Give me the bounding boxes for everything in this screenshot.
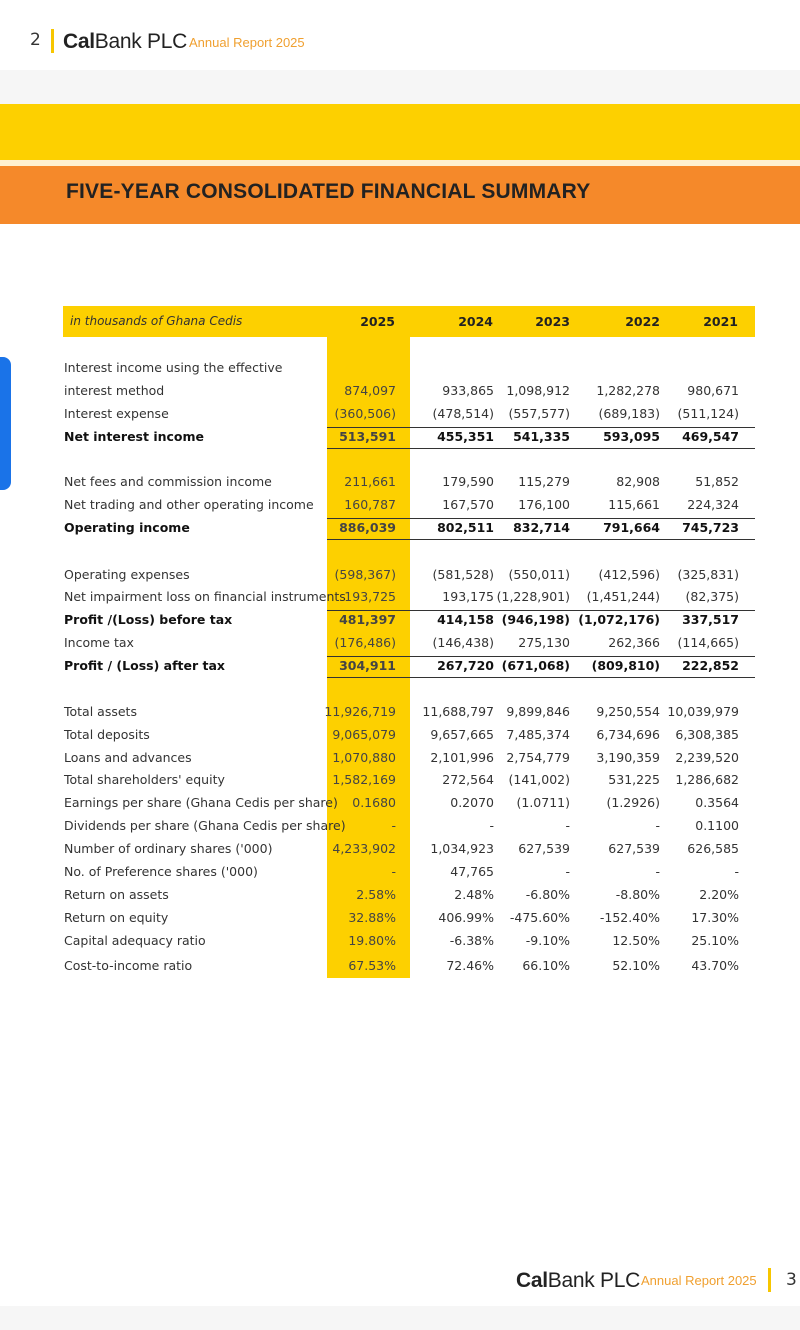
- report-subtitle-footer: Annual Report 2025: [641, 1273, 757, 1288]
- table-cell-2021: 745,723: [682, 520, 739, 535]
- table-cell-2024: 11,688,797: [422, 704, 494, 719]
- table-cell-2024: 272,564: [442, 772, 494, 787]
- row-label: Total assets: [64, 704, 137, 719]
- table-cell-2021: 0.1100: [695, 818, 739, 833]
- table-cell-2021: 1,286,682: [675, 772, 739, 787]
- yellow-banner: [0, 104, 800, 160]
- row-label: No. of Preference shares ('000): [64, 864, 258, 879]
- table-cell-2025: 193,725: [344, 589, 396, 604]
- table-cell-2023: 832,714: [513, 520, 570, 535]
- table-cell-2022: -152.40%: [599, 910, 660, 925]
- table-cell-2024: (478,514): [432, 406, 494, 421]
- row-label: Total deposits: [64, 727, 150, 742]
- table-cell-2025: 886,039: [339, 520, 396, 535]
- table-rule: [327, 518, 755, 519]
- table-cell-2022: 52.10%: [612, 958, 660, 973]
- table-cell-2021: (511,124): [677, 406, 739, 421]
- row-label: Operating expenses: [64, 567, 190, 582]
- table-cell-2025: 2.58%: [356, 887, 396, 902]
- table-cell-2023: -: [565, 864, 570, 879]
- table-cell-2025: 513,591: [339, 429, 396, 444]
- year-header-2023: 2023: [535, 314, 570, 329]
- table-cell-2024: 1,034,923: [430, 841, 494, 856]
- report-subtitle-header: Annual Report 2025: [189, 35, 305, 50]
- table-cell-2024: 406.99%: [438, 910, 494, 925]
- table-cell-2025: 1,070,880: [332, 750, 396, 765]
- table-cell-2023: (141,002): [508, 772, 570, 787]
- brand-prefix: Cal: [63, 30, 95, 53]
- row-label: Interest income using the effective: [64, 360, 283, 375]
- table-cell-2022: (689,183): [598, 406, 660, 421]
- row-label: Return on equity: [64, 910, 169, 925]
- table-cell-2024: 167,570: [442, 497, 494, 512]
- row-label: Cost-to-income ratio: [64, 958, 193, 973]
- table-cell-2023: 275,130: [518, 635, 570, 650]
- table-cell-2022: (809,810): [591, 658, 660, 673]
- table-cell-2022: 1,282,278: [596, 383, 660, 398]
- brand-main: Bank PLC: [94, 30, 187, 53]
- row-label: Income tax: [64, 635, 134, 650]
- table-cell-2024: 179,590: [442, 474, 494, 489]
- table-cell-2021: 2,239,520: [675, 750, 739, 765]
- page-title: FIVE-YEAR CONSOLIDATED FINANCIAL SUMMARY: [66, 180, 591, 203]
- table-cell-2022: 627,539: [608, 841, 660, 856]
- table-cell-2025: (176,486): [334, 635, 396, 650]
- table-cell-2021: 222,852: [682, 658, 739, 673]
- table-cell-2022: 12.50%: [612, 933, 660, 948]
- table-cell-2021: 51,852: [695, 474, 739, 489]
- table-cell-2021: 337,517: [682, 612, 739, 627]
- table-cell-2024: -: [489, 818, 494, 833]
- table-cell-2025: 481,397: [339, 612, 396, 627]
- row-label: Dividends per share (Ghana Cedis per share): [64, 818, 346, 833]
- table-cell-2024: (146,438): [432, 635, 494, 650]
- table-cell-2022: -8.80%: [615, 887, 660, 902]
- table-rule: [327, 677, 755, 678]
- table-cell-2024: 455,351: [437, 429, 494, 444]
- brand-logo-footer: [516, 1269, 640, 1293]
- table-cell-2024: 2.48%: [454, 887, 494, 902]
- table-cell-2025: 160,787: [344, 497, 396, 512]
- table-cell-2024: 2,101,996: [430, 750, 494, 765]
- table-cell-2025: -: [391, 864, 396, 879]
- table-rule: [327, 427, 755, 428]
- table-cell-2023: 1,098,912: [506, 383, 570, 398]
- row-label: Net impairment loss on financial instruments: [64, 589, 346, 604]
- year-header-2025: 2025: [360, 314, 395, 329]
- table-cell-2023: (946,198): [501, 612, 570, 627]
- table-cell-2021: (325,831): [677, 567, 739, 582]
- table-cell-2023: 115,279: [518, 474, 570, 489]
- table-cell-2024: 802,511: [437, 520, 494, 535]
- table-cell-2021: 980,671: [687, 383, 739, 398]
- table-rule: [327, 656, 755, 657]
- table-cell-2023: 2,754,779: [506, 750, 570, 765]
- row-label: Loans and advances: [64, 750, 192, 765]
- table-cell-2023: 176,100: [518, 497, 570, 512]
- row-label: Interest expense: [64, 406, 169, 421]
- row-label: Number of ordinary shares ('000): [64, 841, 273, 856]
- table-rule: [327, 448, 755, 449]
- table-cell-2023: (1,228,901): [496, 589, 570, 604]
- table-cell-2025: 19.80%: [348, 933, 396, 948]
- table-cell-2022: -: [655, 864, 660, 879]
- table-cell-2025: 304,911: [339, 658, 396, 673]
- table-cell-2025: 67.53%: [348, 958, 396, 973]
- table-cell-2022: 531,225: [608, 772, 660, 787]
- unit-label: in thousands of Ghana Cedis: [70, 314, 243, 328]
- table-cell-2025: (598,367): [334, 567, 396, 582]
- table-cell-2021: 224,324: [687, 497, 739, 512]
- row-label: Net fees and commission income: [64, 474, 272, 489]
- table-rule: [327, 610, 755, 611]
- year-header-2024: 2024: [458, 314, 493, 329]
- table-cell-2022: 115,661: [608, 497, 660, 512]
- year-header-2021: 2021: [703, 314, 738, 329]
- page-number-right: 3: [786, 1270, 797, 1290]
- table-cell-2022: 9,250,554: [596, 704, 660, 719]
- table-cell-2024: 47,765: [450, 864, 494, 879]
- table-cell-2022: -: [655, 818, 660, 833]
- table-cell-2022: 82,908: [616, 474, 660, 489]
- table-cell-2023: -9.10%: [525, 933, 570, 948]
- header-divider-strip: [0, 70, 800, 104]
- table-cell-2022: 6,734,696: [596, 727, 660, 742]
- table-cell-2025: 0.1680: [352, 795, 396, 810]
- table-cell-2023: (550,011): [508, 567, 570, 582]
- brand-logo-header: [63, 30, 187, 54]
- table-cell-2023: (671,068): [501, 658, 570, 673]
- table-cell-2025: (360,506): [334, 406, 396, 421]
- table-cell-2023: -6.80%: [525, 887, 570, 902]
- row-label: Profit /(Loss) before tax: [64, 612, 233, 627]
- table-cell-2021: 626,585: [687, 841, 739, 856]
- table-cell-2024: 414,158: [437, 612, 494, 627]
- table-cell-2022: 3,190,359: [596, 750, 660, 765]
- table-cell-2021: (114,665): [677, 635, 739, 650]
- table-cell-2021: 43.70%: [691, 958, 739, 973]
- brand-separator: [51, 29, 54, 53]
- table-cell-2022: 262,366: [608, 635, 660, 650]
- table-cell-2022: (412,596): [598, 567, 660, 582]
- side-scroll-tab[interactable]: [0, 357, 11, 490]
- row-label: Return on assets: [64, 887, 169, 902]
- table-cell-2023: 627,539: [518, 841, 570, 856]
- row-label: Capital adequacy ratio: [64, 933, 206, 948]
- table-cell-2025: 32.88%: [348, 910, 396, 925]
- table-cell-2022: (1,451,244): [586, 589, 660, 604]
- table-cell-2024: (581,528): [432, 567, 494, 582]
- table-cell-2023: 7,485,374: [506, 727, 570, 742]
- row-label: Operating income: [64, 520, 190, 535]
- table-rule: [327, 539, 755, 540]
- table-cell-2021: 469,547: [682, 429, 739, 444]
- table-cell-2021: 2.20%: [699, 887, 739, 902]
- table-cell-2025: 874,097: [344, 383, 396, 398]
- table-cell-2022: (1,072,176): [578, 612, 660, 627]
- table-cell-2021: 10,039,979: [667, 704, 739, 719]
- table-cell-2023: 66.10%: [522, 958, 570, 973]
- row-label: Net interest income: [64, 429, 204, 444]
- table-cell-2024: 0.2070: [450, 795, 494, 810]
- table-cell-2025: 211,661: [344, 474, 396, 489]
- table-cell-2021: 17.30%: [691, 910, 739, 925]
- table-cell-2023: -: [565, 818, 570, 833]
- table-cell-2024: 193,175: [442, 589, 494, 604]
- table-cell-2025: 11,926,719: [324, 704, 396, 719]
- row-label: Total shareholders' equity: [64, 772, 225, 787]
- table-cell-2022: 593,095: [603, 429, 660, 444]
- row-label: Net trading and other operating income: [64, 497, 314, 512]
- table-cell-2025: 1,582,169: [332, 772, 396, 787]
- table-cell-2023: 541,335: [513, 429, 570, 444]
- row-label: Earnings per share (Ghana Cedis per share): [64, 795, 338, 810]
- page-number-left: 2: [30, 30, 41, 50]
- table-cell-2022: 791,664: [603, 520, 660, 535]
- brand-separator: [768, 1268, 771, 1292]
- table-cell-2023: 9,899,846: [506, 704, 570, 719]
- table-cell-2025: 4,233,902: [332, 841, 396, 856]
- table-cell-2021: 0.3564: [695, 795, 739, 810]
- year-header-2022: 2022: [625, 314, 660, 329]
- footer-strip: [0, 1306, 800, 1330]
- brand-main: Bank PLC: [547, 1269, 640, 1292]
- table-cell-2024: 267,720: [437, 658, 494, 673]
- table-cell-2021: 25.10%: [691, 933, 739, 948]
- table-cell-2021: 6,308,385: [675, 727, 739, 742]
- table-cell-2025: -: [391, 818, 396, 833]
- table-cell-2023: (1.0711): [516, 795, 570, 810]
- table-cell-2024: -6.38%: [449, 933, 494, 948]
- table-cell-2024: 72.46%: [446, 958, 494, 973]
- table-cell-2022: (1.2926): [606, 795, 660, 810]
- table-cell-2021: -: [734, 864, 739, 879]
- table-cell-2021: (82,375): [685, 589, 739, 604]
- table-cell-2025: 9,065,079: [332, 727, 396, 742]
- table-cell-2023: (557,577): [508, 406, 570, 421]
- table-cell-2023: -475.60%: [509, 910, 570, 925]
- brand-prefix: Cal: [516, 1269, 548, 1292]
- table-cell-2024: 933,865: [442, 383, 494, 398]
- row-label: interest method: [64, 383, 165, 398]
- row-label: Profit / (Loss) after tax: [64, 658, 225, 673]
- table-cell-2024: 9,657,665: [430, 727, 494, 742]
